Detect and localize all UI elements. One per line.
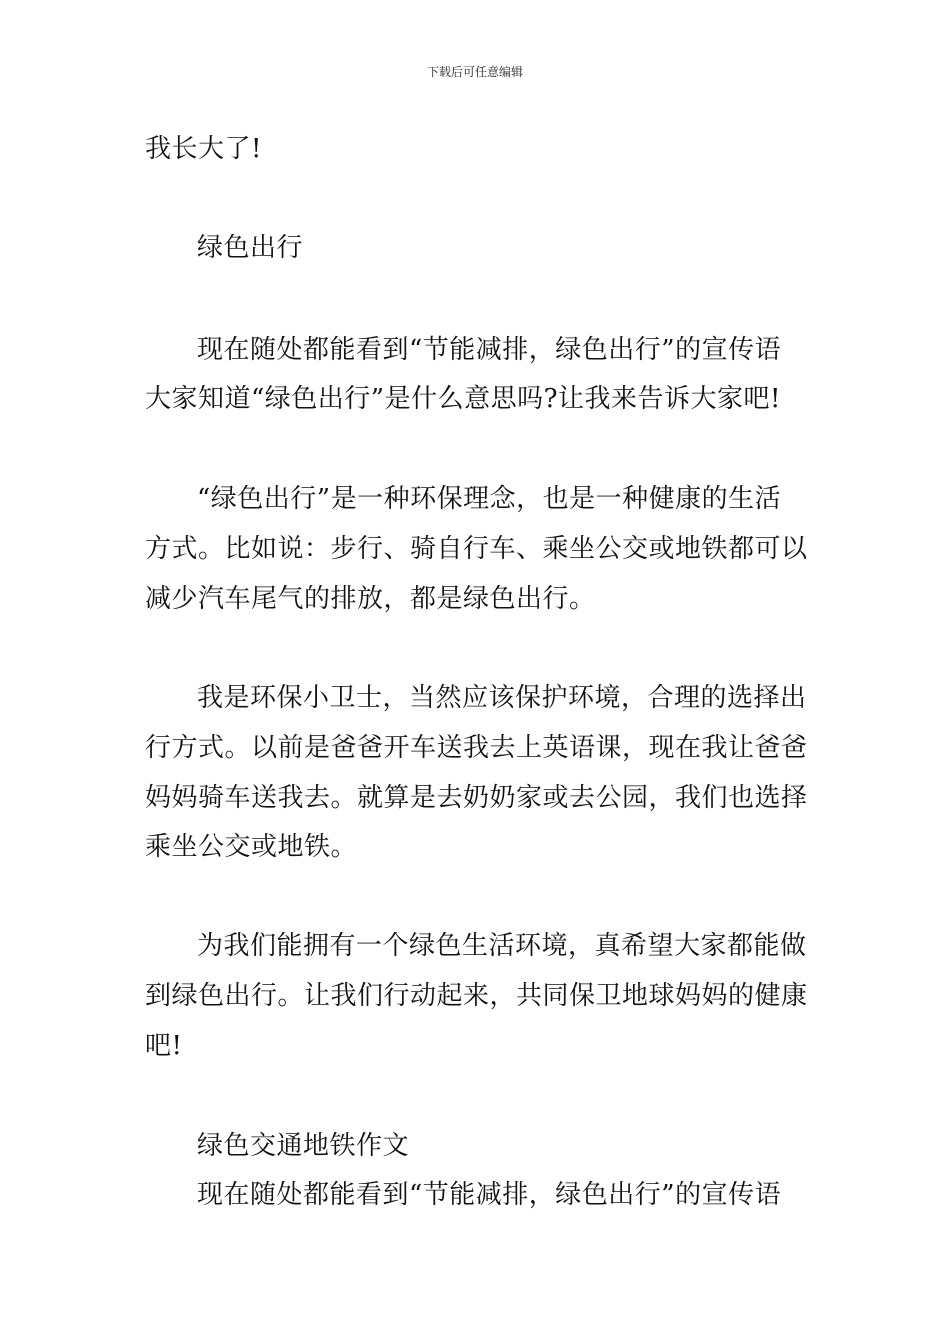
paragraph-line: 乘坐公交或地铁。 <box>145 832 358 862</box>
closing-line: 我长大了! <box>145 134 262 164</box>
paragraph-line: “绿色出行”是一种环保理念，也是一种健康的生活 <box>197 484 782 514</box>
paragraph-line: 现在随处都能看到“节能减排，绿色出行”的宣传语 <box>197 1180 782 1210</box>
paragraph-line: 方式。比如说：步行、骑自行车、乘坐公交或地铁都可以 <box>145 534 808 564</box>
paragraph-line: 大家知道“绿色出行”是什么意思吗?让我来告诉大家吧! <box>145 384 781 414</box>
section-title: 绿色出行 <box>197 233 304 263</box>
paragraph-line: 为我们能拥有一个绿色生活环境，真希望大家都能做 <box>197 931 807 961</box>
header-note: 下载后可任意编辑 <box>426 65 523 79</box>
section-title: 绿色交通地铁作文 <box>197 1131 410 1161</box>
paragraph-line: 现在随处都能看到“节能减排，绿色出行”的宣传语 <box>197 335 782 365</box>
paragraph-line: 行方式。以前是爸爸开车送我去上英语课，现在我让爸爸 <box>145 733 808 763</box>
paragraph-line: 到绿色出行。让我们行动起来，共同保卫地球妈妈的健康 <box>145 981 808 1011</box>
paragraph-line: 我是环保小卫士，当然应该保护环境，合理的选择出 <box>197 683 807 713</box>
paragraph-line: 吧! <box>145 1031 183 1061</box>
paragraph-line: 减少汽车尾气的排放，都是绿色出行。 <box>145 584 596 614</box>
paragraph-line: 妈妈骑车送我去。就算是去奶奶家或去公园，我们也选择 <box>145 783 808 813</box>
